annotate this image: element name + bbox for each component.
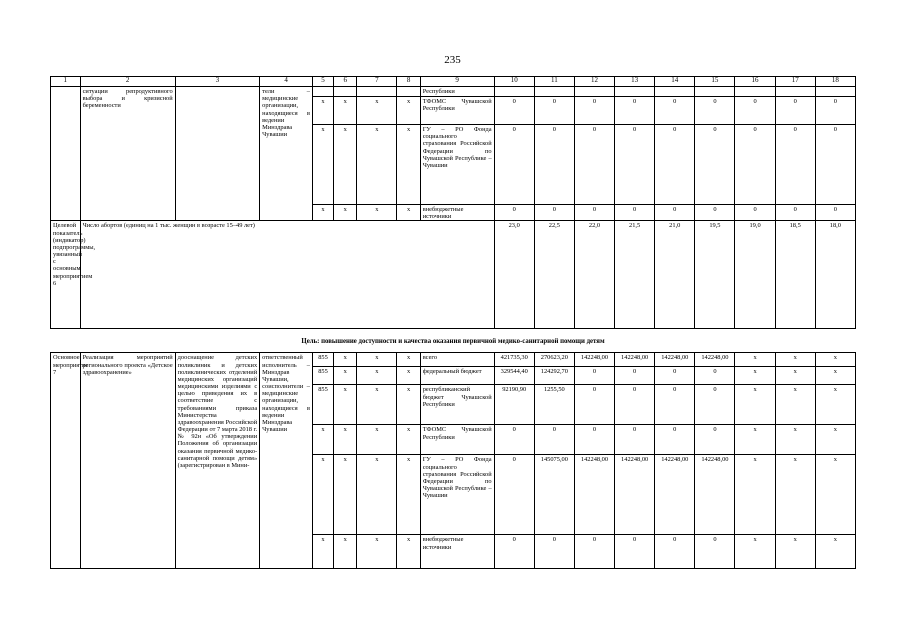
value-cell: 0	[655, 125, 695, 205]
value-cell: 0	[534, 425, 574, 455]
code-cell: x	[397, 353, 420, 367]
code-cell: x	[397, 425, 420, 455]
header-cell: 5	[312, 77, 333, 87]
value-cell: x	[815, 353, 855, 367]
code-cell: x	[357, 125, 397, 205]
header-cell: 4	[260, 77, 313, 87]
value-cell: 0	[695, 205, 735, 221]
value-cell: 0	[615, 385, 655, 425]
value-cell: 0	[695, 97, 735, 125]
value-cell: 142248,00	[574, 455, 614, 535]
value-cell: 0	[534, 125, 574, 205]
value-cell: x	[775, 455, 815, 535]
value-cell: x	[735, 425, 775, 455]
empty-cell	[574, 87, 614, 97]
header-cell: 16	[735, 77, 775, 87]
value-cell: 0	[695, 385, 735, 425]
funding-source: всего	[420, 353, 494, 367]
empty-cell	[655, 87, 695, 97]
value-cell: 0	[695, 535, 735, 569]
header-cell: 9	[420, 77, 494, 87]
value-cell: 0	[775, 205, 815, 221]
header-cell: 13	[615, 77, 655, 87]
code-cell: 855	[312, 353, 333, 367]
value-cell: 0	[615, 205, 655, 221]
value-cell: 0	[494, 125, 534, 205]
value-cell: 0	[695, 425, 735, 455]
code-cell: x	[312, 125, 333, 205]
value-cell: 0	[615, 367, 655, 385]
code-cell: x	[334, 125, 357, 205]
value-cell: 0	[494, 425, 534, 455]
value-cell: 0	[574, 125, 614, 205]
target-value: 21,5	[615, 221, 655, 329]
value-cell: 0	[574, 535, 614, 569]
code-cell: x	[334, 535, 357, 569]
code-cell: x	[397, 455, 420, 535]
measure-description: ситуации репродуктивного выбора и кризисной беременности	[80, 87, 175, 221]
value-cell: 421735,30	[494, 353, 534, 367]
value-cell: x	[735, 353, 775, 367]
code-cell: x	[334, 205, 357, 221]
empty-cell	[695, 87, 735, 97]
value-cell: 0	[615, 125, 655, 205]
goal-heading: Цель: повышение доступности и качества оказания первичной медико-санитарной помощи детям	[51, 329, 856, 353]
code-cell: x	[312, 205, 333, 221]
empty-cell	[397, 87, 420, 97]
funding-source: федеральный бюджет	[420, 367, 494, 385]
funding-source: внебюджетные источники	[420, 205, 494, 221]
header-row	[51, 77, 856, 87]
empty-cell	[775, 87, 815, 97]
value-cell: 0	[574, 367, 614, 385]
target-value: 22,5	[534, 221, 574, 329]
funding-source: Республики	[420, 87, 494, 97]
header-cell: 17	[775, 77, 815, 87]
value-cell: x	[815, 425, 855, 455]
code-cell: x	[334, 353, 357, 367]
code-cell: x	[397, 535, 420, 569]
value-cell: x	[815, 367, 855, 385]
empty-cell	[735, 87, 775, 97]
cell-col1	[51, 87, 81, 221]
value-cell: 0	[695, 367, 735, 385]
funding-source: ТФОМС Чувашской Республики	[420, 425, 494, 455]
code-cell: x	[357, 535, 397, 569]
cell-col3	[175, 87, 260, 221]
value-cell: 142248,00	[615, 455, 655, 535]
value-cell: 0	[574, 205, 614, 221]
value-cell: 0	[494, 535, 534, 569]
header-cell: 15	[695, 77, 735, 87]
header-cell: 2	[80, 77, 175, 87]
header-cell: 18	[815, 77, 855, 87]
header-cell: 12	[574, 77, 614, 87]
code-cell: x	[397, 125, 420, 205]
code-cell: x	[312, 425, 333, 455]
code-cell: x	[334, 455, 357, 535]
value-cell: 142248,00	[655, 353, 695, 367]
value-cell: 0	[574, 385, 614, 425]
value-cell: 0	[574, 97, 614, 125]
empty-cell	[815, 87, 855, 97]
target-description: Число абортов (единиц на 1 тыс. женщин в возрасте 15–49 лет)	[80, 221, 494, 329]
page-number: 235	[444, 54, 461, 66]
value-cell: 0	[615, 425, 655, 455]
header-cell: 1	[51, 77, 81, 87]
value-cell: x	[775, 353, 815, 367]
value-cell: 0	[534, 205, 574, 221]
target-value: 18,0	[815, 221, 855, 329]
code-cell: x	[397, 367, 420, 385]
value-cell: x	[815, 385, 855, 425]
value-cell: 145075,00	[534, 455, 574, 535]
empty-cell	[615, 87, 655, 97]
value-cell: 0	[735, 125, 775, 205]
header-cell: 3	[175, 77, 260, 87]
value-cell: x	[735, 455, 775, 535]
target-label: Целевой показатель (индикатор) подпрограммы, увязанный с основным мероприятием 6	[51, 221, 81, 329]
value-cell: 270623,20	[534, 353, 574, 367]
value-cell: 124292,70	[534, 367, 574, 385]
value-cell: 0	[815, 205, 855, 221]
value-cell: 0	[615, 535, 655, 569]
executor-cell: ответственный исполнитель – Минздрав Чувашии, соисполнители – медицинские организации, находящиеся в ведении Минздрава Чувашии	[260, 353, 313, 569]
code-cell: x	[334, 97, 357, 125]
funding-source: республиканский бюджет Чувашской Республики	[420, 385, 494, 425]
value-cell: 0	[735, 205, 775, 221]
value-cell: x	[775, 367, 815, 385]
target-value: 19,0	[735, 221, 775, 329]
code-cell: x	[397, 385, 420, 425]
code-cell: x	[357, 455, 397, 535]
value-cell: x	[735, 367, 775, 385]
value-cell: 329544,40	[494, 367, 534, 385]
funding-source: внебюджетные источники	[420, 535, 494, 569]
code-cell: 855	[312, 367, 333, 385]
code-cell: x	[357, 353, 397, 367]
value-cell: x	[815, 455, 855, 535]
value-cell: 0	[655, 97, 695, 125]
value-cell: 0	[655, 205, 695, 221]
code-cell: x	[312, 97, 333, 125]
code-cell: x	[357, 205, 397, 221]
empty-cell	[357, 87, 397, 97]
value-cell: 0	[615, 97, 655, 125]
value-cell: 0	[695, 125, 735, 205]
value-cell: 142248,00	[695, 353, 735, 367]
code-cell: x	[397, 205, 420, 221]
code-cell: x	[334, 385, 357, 425]
header-cell: 8	[397, 77, 420, 87]
table-row	[51, 87, 856, 97]
target-value: 19,5	[695, 221, 735, 329]
code-cell: x	[357, 367, 397, 385]
value-cell: 0	[775, 97, 815, 125]
header-cell: 14	[655, 77, 695, 87]
value-cell: 142248,00	[574, 353, 614, 367]
header-cell: 10	[494, 77, 534, 87]
value-cell: 0	[655, 385, 695, 425]
value-cell: x	[815, 535, 855, 569]
value-cell: x	[735, 385, 775, 425]
header-cell: 7	[357, 77, 397, 87]
code-cell: x	[357, 97, 397, 125]
header-cell: 6	[334, 77, 357, 87]
code-cell: x	[357, 425, 397, 455]
empty-cell	[334, 87, 357, 97]
measure-label: Основное мероприятие 7	[51, 353, 81, 569]
value-cell: 0	[534, 97, 574, 125]
value-cell: 142248,00	[655, 455, 695, 535]
header-cell: 11	[534, 77, 574, 87]
value-cell: 142248,00	[695, 455, 735, 535]
table-row	[51, 353, 856, 367]
executor-cell: тели – медицинские организации, находящиеся в ведении Минздрава Чувашии	[260, 87, 313, 221]
funding-source: ГУ – РО Фонда социального страхования Российской Федерации по Чувашской Республике – Чувашии	[420, 125, 494, 205]
value-cell: 0	[534, 535, 574, 569]
value-cell: 0	[494, 97, 534, 125]
value-cell: x	[775, 535, 815, 569]
goal-row	[51, 329, 856, 353]
value-cell: 0	[574, 425, 614, 455]
value-cell: 0	[775, 125, 815, 205]
funding-source: ТФОМС Чувашской Республики	[420, 97, 494, 125]
target-row	[51, 221, 856, 329]
target-value: 22,0	[574, 221, 614, 329]
code-cell: x	[312, 535, 333, 569]
value-cell: 0	[655, 425, 695, 455]
target-value: 23,0	[494, 221, 534, 329]
measure-details: дооснащение детских поликлиник и детских поликлинических отделений медицинских организаций медицинскими изделиями с целью приведения их в соответствие с требованиями приказа Министерства здравоохранения Российской Федерации от 7 марта 2018 г. № 92н «Об утверждении Положения об организации оказания первичной медико-санитарной помощи детям» (зарегистрирован в Мини-	[175, 353, 260, 569]
value-cell: x	[735, 535, 775, 569]
value-cell: 0	[655, 535, 695, 569]
value-cell: 0	[815, 97, 855, 125]
value-cell: 1255,50	[534, 385, 574, 425]
empty-cell	[312, 87, 333, 97]
value-cell: x	[775, 425, 815, 455]
code-cell: x	[312, 455, 333, 535]
measure-description: Реализация мероприятий регионального проекта «Детское здравоохранение»	[80, 353, 175, 569]
code-cell: x	[334, 367, 357, 385]
value-cell: 0	[735, 97, 775, 125]
target-value: 21,0	[655, 221, 695, 329]
value-cell: 0	[494, 455, 534, 535]
target-value: 18,5	[775, 221, 815, 329]
code-cell: x	[357, 385, 397, 425]
funding-source: ГУ – РО Фонда социального страхования Российской Федерации по Чувашской Республике – Чувашии	[420, 455, 494, 535]
code-cell: x	[334, 425, 357, 455]
empty-cell	[534, 87, 574, 97]
value-cell: 0	[815, 125, 855, 205]
empty-cell	[494, 87, 534, 97]
value-cell: 0	[655, 367, 695, 385]
value-cell: 142248,00	[615, 353, 655, 367]
budget-table	[50, 76, 856, 569]
value-cell: x	[775, 385, 815, 425]
code-cell: x	[397, 97, 420, 125]
value-cell: 92190,90	[494, 385, 534, 425]
value-cell: 0	[494, 205, 534, 221]
code-cell: 855	[312, 385, 333, 425]
